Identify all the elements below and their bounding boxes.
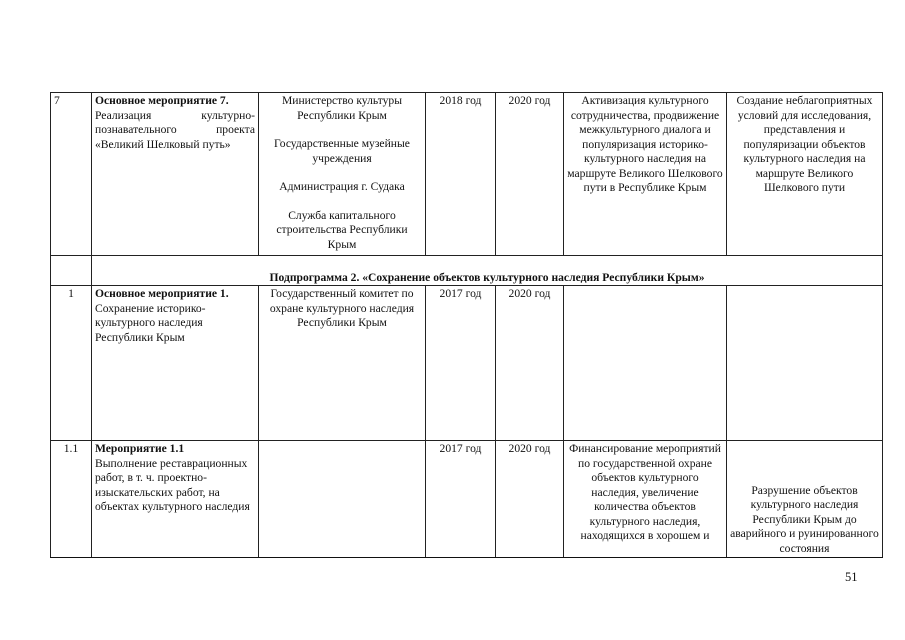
activity-description: Выполнение реставрационных работ, в т. ч. проектно-изыскательских работ, на объектах культурного наследия (95, 456, 250, 513)
expected-result (564, 286, 727, 441)
executor-name: Государственные музейные учреждения (274, 137, 410, 165)
consequence-cell (727, 286, 883, 441)
table-row (51, 286, 883, 441)
executor-cell (259, 93, 426, 256)
start-year: 2017 год (426, 286, 496, 441)
subprogram-heading: Подпрограмма 2. «Сохранение объектов культурного наследия Республики Крым» (92, 256, 883, 286)
consequence-cell: Создание неблагоприятных условий для исследования, представления и популяризации объектов культурного наследия на маршруте Великого Шелкового пути (727, 93, 883, 256)
start-year: 2017 год (426, 441, 496, 558)
executor-name: Министерство культуры Республики Крым (281, 94, 403, 122)
activity-cell (92, 441, 259, 558)
activity-title: Мероприятие 1.1 (95, 442, 185, 455)
end-year: 2020 год (496, 441, 564, 558)
consequence-text: Разрушение объектов культурного наследия Республики Крым до аварийного и руинированного состояния (730, 483, 879, 555)
activity-cell (92, 286, 259, 441)
end-year: 2020 год (496, 286, 564, 441)
end-year: 2020 год (496, 93, 564, 256)
executor-name: Служба капитального строительства Республики Крым (276, 208, 408, 251)
program-activities-table (50, 92, 883, 558)
row-number: 1 (51, 286, 92, 441)
activity-description: Реализация культурно-познавательного проекта «Великий Шелковый путь» (95, 108, 255, 151)
executor-cell: Государственный комитет по охране культурного наследия Республики Крым (259, 286, 426, 441)
page-number: 51 (845, 570, 858, 584)
executor-name: Администрация г. Судака (279, 180, 405, 193)
expected-result: Активизация культурного сотрудничества, продвижение межкультурного диалога и популяризация историко-культурного наследия на маршруте Великого Шелкового пути в Республике Крым (564, 93, 727, 256)
row-number: 1.1 (51, 441, 92, 558)
consequence-cell (727, 441, 883, 558)
activity-description: Сохранение историко-культурного наследия Республики Крым (95, 301, 206, 344)
table-row (51, 441, 883, 558)
activity-cell (92, 93, 259, 256)
activity-title: Основное мероприятие 1. (95, 287, 229, 300)
expected-result: Финансирование мероприятий по государственной охране объектов культурного наследия, увеличение количества объектов культурного наследия, находящихся в хорошем и (564, 441, 727, 558)
executor-cell (259, 441, 426, 558)
activity-title: Основное мероприятие 7. (95, 94, 229, 107)
table-row (51, 93, 883, 256)
start-year: 2018 год (426, 93, 496, 256)
row-number: 7 (51, 93, 92, 256)
subprogram-row (51, 256, 883, 286)
